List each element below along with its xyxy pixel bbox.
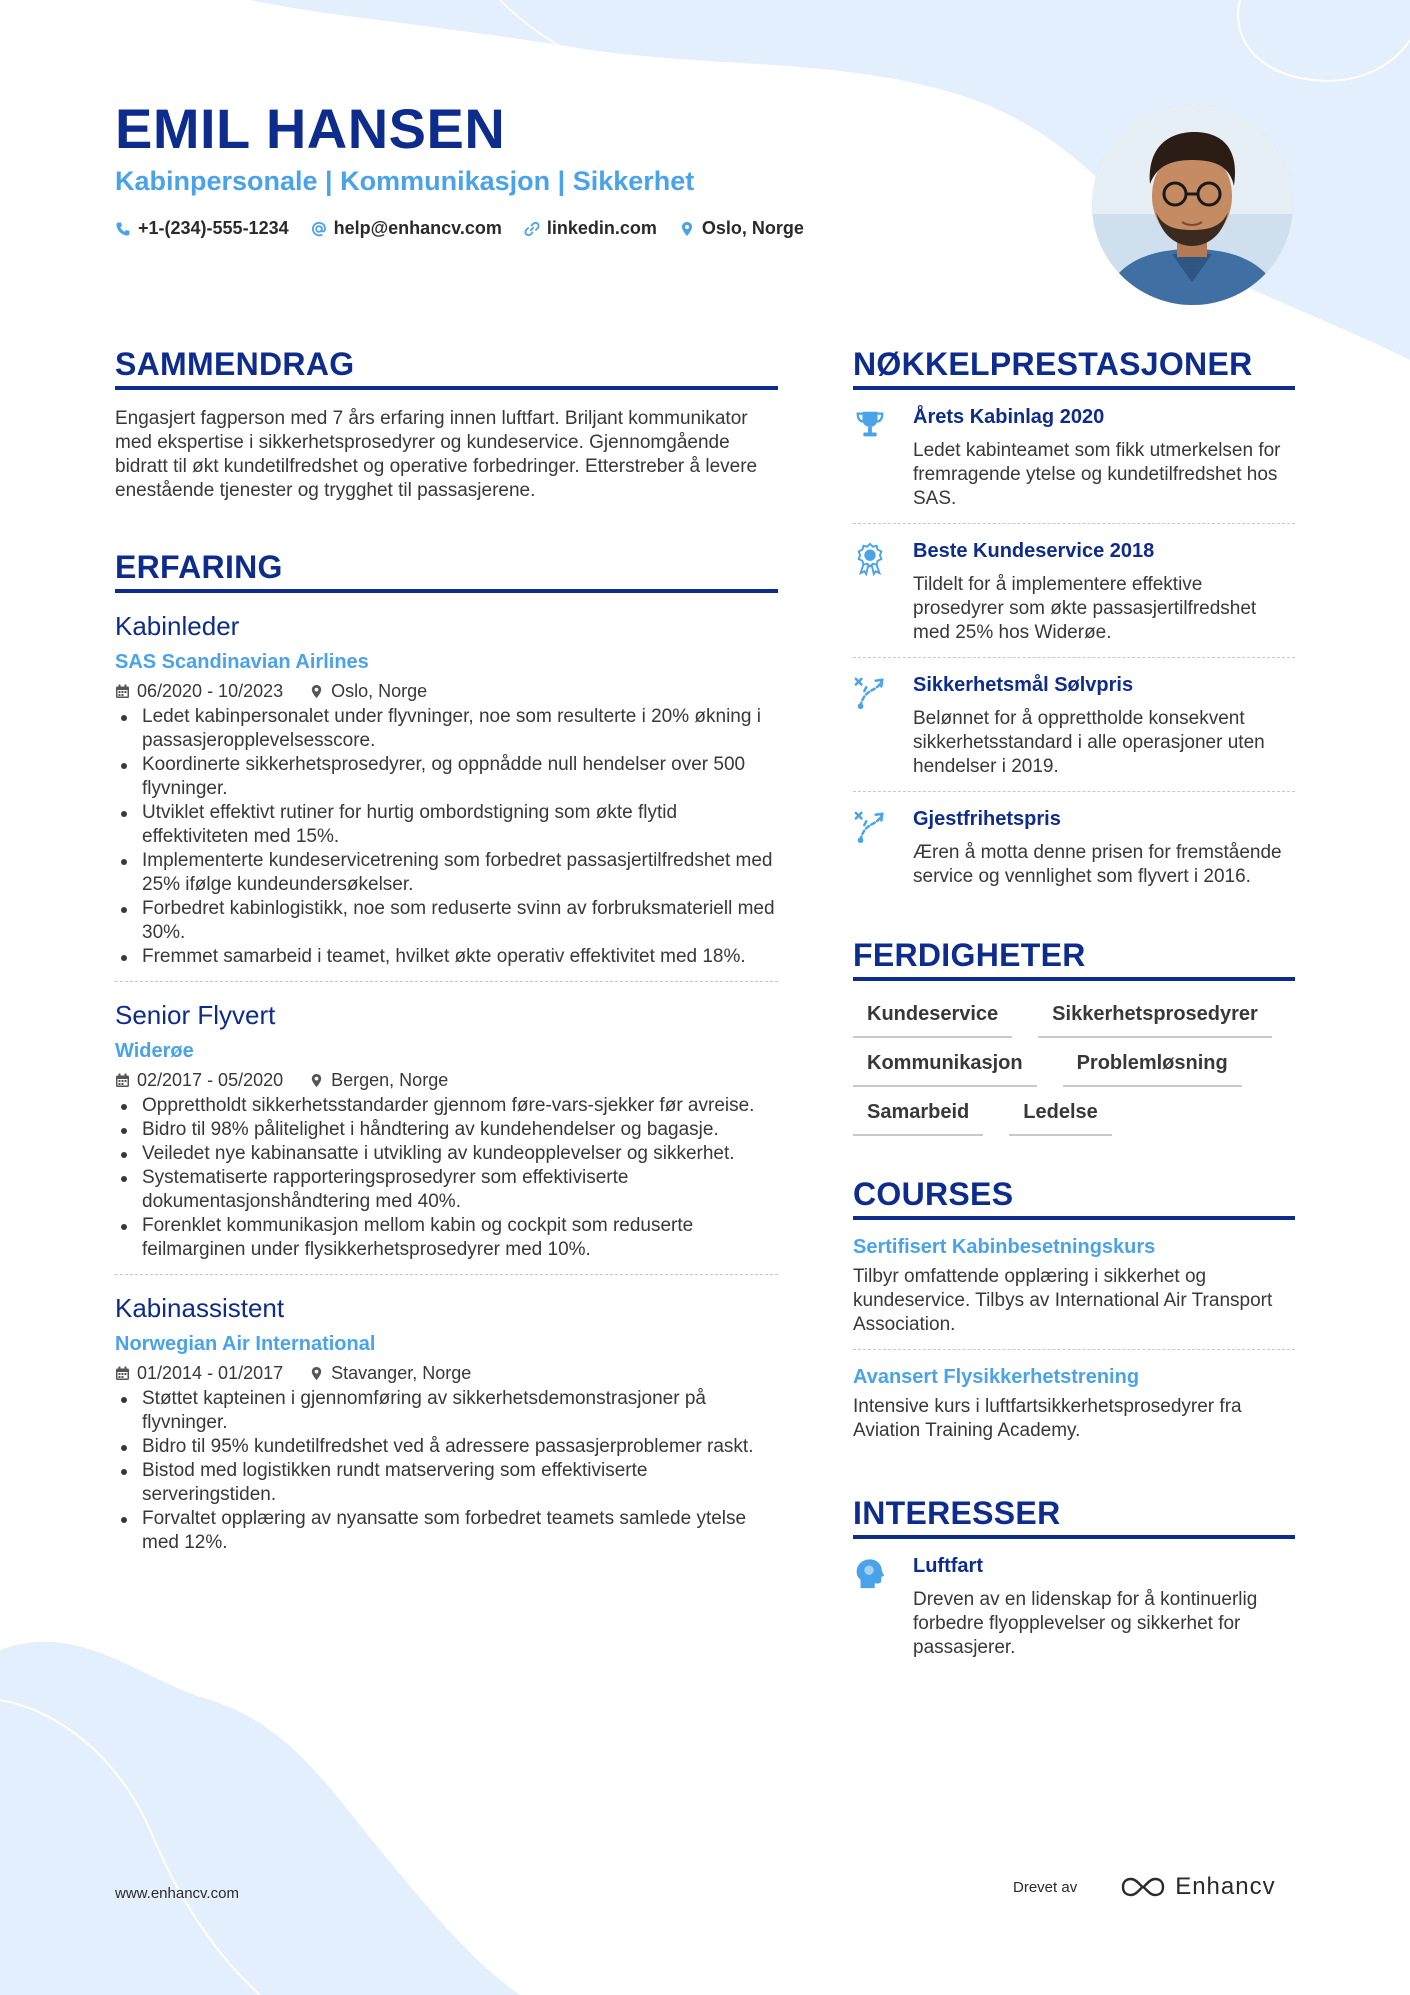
- calendar-icon: [115, 1073, 130, 1088]
- job-bullet: Forbedret kabinlogistikk, noe som reduserte svinn av forbruksmateriell med 30%.: [115, 897, 778, 945]
- location-icon: [309, 684, 324, 699]
- achievement-title: Årets Kabinlag 2020: [913, 406, 1105, 428]
- job-bullet: Støttet kapteinen i gjennomføring av sikkerhetsdemonstrasjoner på flyvninger.: [115, 1387, 778, 1435]
- job-bullet: Implementerte kundeservicetrening som forbedret passasjertilfredshet med 25% ifølge kundeundersøkelser.: [115, 849, 778, 897]
- skill-tag: Samarbeid: [853, 1101, 983, 1136]
- skill-tag: Problemløsning: [1063, 1052, 1242, 1087]
- job-title: Kabinassistent: [115, 1293, 285, 1323]
- brand-logo[interactable]: [1121, 1873, 1275, 1901]
- candidate-headline: Kabinpersonale | Kommunikasjon | Sikkerhet: [115, 166, 695, 196]
- profile-photo: [1092, 104, 1293, 305]
- contact-linkedin-text: linkedin.com: [546, 218, 657, 238]
- job-dates-text: 01/2014 - 01/2017: [137, 1363, 284, 1383]
- job-meta: [115, 681, 778, 702]
- experience-entry: [115, 1293, 778, 1555]
- right-column: [853, 346, 1295, 1672]
- experience-entry: [115, 1000, 778, 1275]
- strategy-icon: [853, 810, 887, 844]
- at-icon: [311, 221, 327, 237]
- skill-tag: Kommunikasjon: [853, 1052, 1037, 1087]
- contact-phone-text: +1-(234)-555-1234: [138, 218, 289, 238]
- job-bullet: Utviklet effektivt rutiner for hurtig ombordstigning som økte flytid effektiviteten med 15%.: [115, 801, 778, 849]
- calendar-icon: [115, 1366, 130, 1381]
- job-location-text: Oslo, Norge: [331, 681, 428, 701]
- job-bullet: Bidro til 98% pålitelighet i håndtering av kundehendelser og bagasje.: [115, 1118, 778, 1142]
- job-company: Norwegian Air International: [115, 1333, 376, 1355]
- left-column: [115, 346, 778, 1555]
- footer-website[interactable]: www.enhancv.com: [115, 1885, 239, 1902]
- achievement-item: [853, 390, 1295, 524]
- job-bullet: Veiledet nye kabinansatte i utvikling av kundeopplevelser og sikkerhet.: [115, 1142, 778, 1166]
- job-dates-text: 06/2020 - 10/2023: [137, 681, 284, 701]
- contact-location: [679, 218, 804, 239]
- job-dates: [115, 1070, 283, 1091]
- contact-phone[interactable]: [115, 218, 289, 239]
- job-title: Senior Flyvert: [115, 1000, 276, 1030]
- job-title: Kabinleder: [115, 611, 240, 641]
- achievement-title: Sikkerhetsmål Sølvpris: [913, 674, 1134, 696]
- skill-tag: Kundeservice: [853, 1003, 1012, 1038]
- job-bullets: [115, 1387, 778, 1555]
- interests-section-title: INTERESSER: [853, 1495, 1295, 1539]
- phone-icon: [115, 221, 131, 237]
- location-icon: [309, 1366, 324, 1381]
- job-dates: [115, 681, 283, 702]
- achievement-description: Æren å motta denne prisen for fremstående service og vennlighet som flyvert i 2016.: [913, 842, 1282, 887]
- trophy-icon: [853, 408, 887, 442]
- contact-email-text: help@enhancv.com: [333, 218, 502, 238]
- job-bullets: [115, 1094, 778, 1262]
- interest-description: Dreven av en lidenskap for å kontinuerlig forbedre flyopplevelser og sikkerhet for passasjerer.: [913, 1589, 1258, 1658]
- achievement-description: Tildelt for å implementere effektive prosedyrer som økte passasjertilfredshet med 25% hos Widerøe.: [913, 574, 1257, 643]
- job-location: [309, 1070, 448, 1091]
- course-description: Tilbyr omfattende opplæring i sikkerhet og kundeservice. Tilbys av International Air Transport Association.: [853, 1266, 1273, 1335]
- head-icon: [853, 1557, 887, 1591]
- job-bullet: Forvaltet opplæring av nyansatte som forbedret teamets samlede ytelse med 12%.: [115, 1507, 778, 1555]
- achievements-list: [853, 390, 1295, 901]
- job-bullets: [115, 705, 778, 969]
- interest-title: Luftfart: [913, 1555, 983, 1577]
- enhancv-logo-icon: [1121, 1875, 1165, 1899]
- achievement-description: Belønnet for å opprettholde konsekvent sikkerhetsstandard i alle operasjoner uten hendelser i 2019.: [913, 708, 1265, 777]
- job-bullet: Opprettholdt sikkerhetsstandarder gjennom føre-vars-sjekker før avreise.: [115, 1094, 778, 1118]
- job-location-text: Stavanger, Norge: [331, 1363, 472, 1383]
- job-bullet: Bidro til 95% kundetilfredshet ved å adressere passasjerproblemer raskt.: [115, 1435, 778, 1459]
- job-bullet: Koordinerte sikkerhetsprosedyrer, og oppnådde null hendelser over 500 flyvninger.: [115, 753, 778, 801]
- course-description: Intensive kurs i luftfartsikkerhetsprosedyrer fra Aviation Training Academy.: [853, 1396, 1242, 1441]
- job-bullet: Fremmet samarbeid i teamet, hvilket økte operativ effektivitet med 18%.: [115, 945, 778, 969]
- job-location: [309, 1363, 471, 1384]
- contact-linkedin[interactable]: [524, 218, 657, 239]
- job-company: SAS Scandinavian Airlines: [115, 651, 369, 673]
- achievement-item: [853, 792, 1295, 901]
- achievement-item: [853, 658, 1295, 792]
- job-dates-text: 02/2017 - 05/2020: [137, 1070, 284, 1090]
- job-company: Widerøe: [115, 1040, 194, 1062]
- job-meta: [115, 1363, 778, 1384]
- location-icon: [679, 221, 695, 237]
- course-item: [853, 1220, 1295, 1350]
- job-bullet: Bistod med logistikken rundt matservering som effektiviserte serveringstiden.: [115, 1459, 778, 1507]
- course-item: [853, 1350, 1295, 1455]
- link-icon: [524, 221, 540, 237]
- courses-section-title: COURSES: [853, 1176, 1295, 1220]
- contact-location-text: Oslo, Norge: [701, 218, 804, 238]
- job-bullet: Systematiserte rapporteringsprosedyrer som effektiviserte dokumentasjonshåndtering med 40%.: [115, 1166, 778, 1214]
- course-title: Avansert Flysikkerhetstrening: [853, 1366, 1140, 1388]
- job-location-text: Bergen, Norge: [331, 1070, 449, 1090]
- job-location: [309, 681, 427, 702]
- job-bullet: Ledet kabinpersonalet under flyvninger, noe som resulterte i 20% økning i passasjeropplevelsesscore.: [115, 705, 778, 753]
- job-divider: [115, 981, 778, 982]
- job-divider: [115, 1274, 778, 1275]
- calendar-icon: [115, 684, 130, 699]
- footer-branding: [1013, 1873, 1276, 1901]
- candidate-name: EMIL HANSEN: [115, 97, 506, 160]
- experience-section-title: ERFARING: [115, 549, 778, 593]
- powered-by-label: Drevet av: [1013, 1878, 1078, 1896]
- experience-entry: [115, 611, 778, 982]
- brand-name: Enhancv: [1175, 1873, 1276, 1900]
- job-meta: [115, 1070, 778, 1091]
- contact-bar: [115, 218, 804, 239]
- achievement-title: Gjestfrihetspris: [913, 808, 1061, 830]
- achievement-description: Ledet kabinteamet som fikk utmerkelsen for fremragende ytelse og kundetilfredshet hos SAS.: [913, 440, 1281, 509]
- interest-item: [853, 1539, 1295, 1672]
- medal-icon: [853, 542, 887, 576]
- contact-email[interactable]: [311, 218, 502, 239]
- skill-tag: Ledelse: [1009, 1101, 1111, 1136]
- achievement-item: [853, 524, 1295, 658]
- achievements-section-title: NØKKELPRESTASJONER: [853, 346, 1295, 390]
- location-icon: [309, 1073, 324, 1088]
- skill-tag: Sikkerhetsprosedyrer: [1038, 1003, 1272, 1038]
- courses-list: [853, 1220, 1295, 1455]
- skills-section-title: FERDIGHETER: [853, 937, 1295, 981]
- job-dates: [115, 1363, 283, 1384]
- summary-text: Engasjert fagperson med 7 års erfaring innen luftfart. Briljant kommunikator med ekspertise i sikkerhetsprosedyrer og kundeservice. Gjennomgående bidratt til økt kundetilfredshet og operative forbedringer. Etterstreber å levere enestående tjenester og trygghet til passasjerene.: [115, 408, 758, 501]
- course-title: Sertifisert Kabinbesetningskurs: [853, 1236, 1156, 1258]
- skills-list: [853, 1003, 1295, 1136]
- strategy-icon: [853, 676, 887, 710]
- summary-section-title: SAMMENDRAG: [115, 346, 778, 390]
- avatar-portrait: [1092, 104, 1293, 305]
- job-bullet: Forenklet kommunikasjon mellom kabin og cockpit som reduserte feilmarginen under flysikkerhetsprosedyrer med 10%.: [115, 1214, 778, 1262]
- achievement-title: Beste Kundeservice 2018: [913, 540, 1155, 562]
